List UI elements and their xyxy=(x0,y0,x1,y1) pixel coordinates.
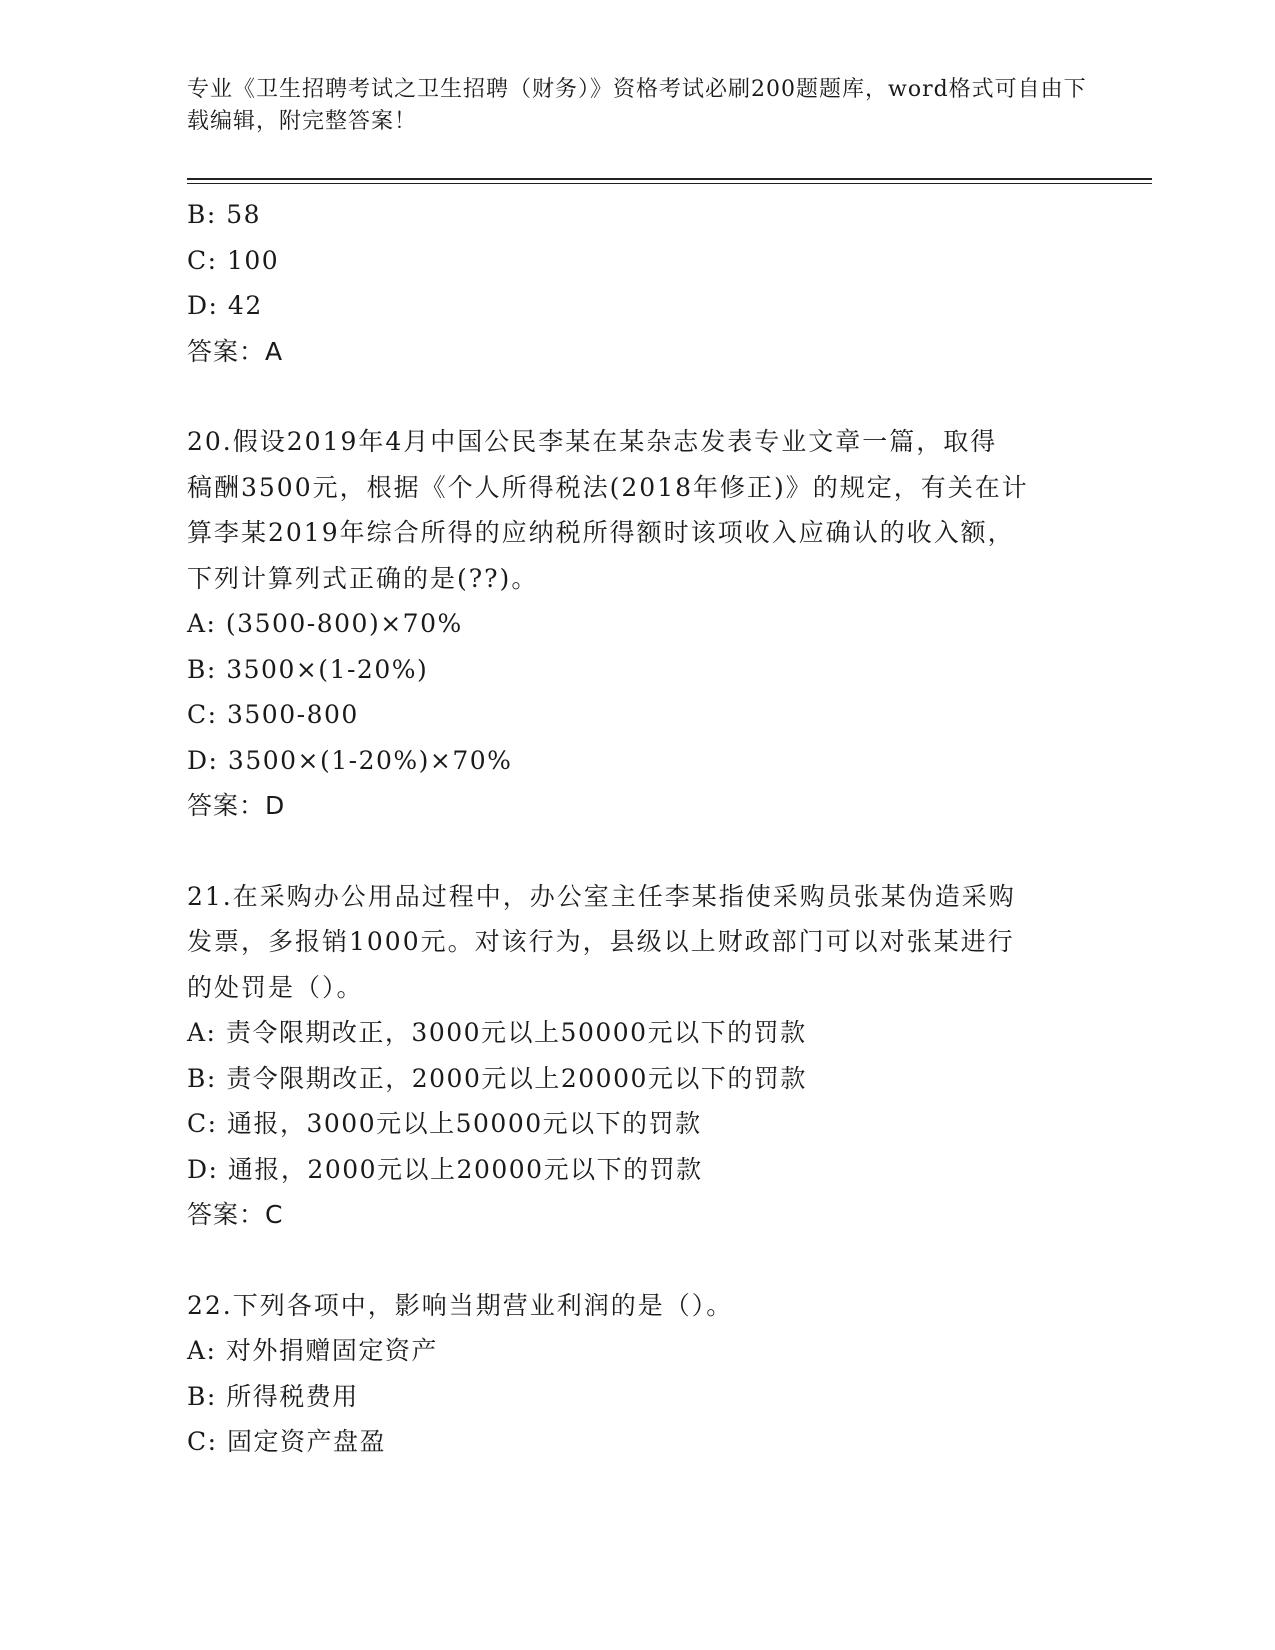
option-c: C: 3500-800 xyxy=(187,700,359,729)
question-stem: 22.下列各项中，影响当期营业利润的是（）。 xyxy=(187,1290,734,1320)
answer-line: 答案：D xyxy=(187,791,286,820)
previous-question xyxy=(187,192,1087,374)
header-divider xyxy=(187,178,1152,184)
question-22 xyxy=(187,1283,1087,1465)
option-c: C: 固定资产盘盈 xyxy=(187,1427,386,1456)
document-header: 专业《卫生招聘考试之卫生招聘（财务）》资格考试必刷200题题库，word格式可自由下载编辑，附完整答案！ xyxy=(187,77,1087,134)
option-b: B: 所得税费用 xyxy=(187,1381,359,1411)
option-b: B: 3500×(1-20%) xyxy=(187,654,429,684)
option-b: B: 58 xyxy=(187,200,262,229)
option-a: A: (3500-800)×70% xyxy=(187,609,463,638)
question-stem: 20.假设2019年4月中国公民李某在某杂志发表专业文章一篇，取得 稿酬3500元，根据《个人所得税法(2018年修正)》的规定，有关在计 算李某2019年综合所得的应纳税所得额时该项收入应确认的收入额， 下列计算列式正确的是(??)。 xyxy=(187,427,1029,593)
question-20 xyxy=(187,419,1087,829)
question-21 xyxy=(187,874,1087,1238)
option-d: D: 3500×(1-20%)×70% xyxy=(187,745,513,775)
option-d: D: 42 xyxy=(187,291,263,320)
question-stem: 21.在采购办公用品过程中，办公室主任李某指使采购员张某伪造采购 发票，多报销1000元。对该行为，县级以上财政部门可以对张某进行 的处罚是（）。 xyxy=(187,881,1016,1002)
option-d: D: 通报，2000元以上20000元以下的罚款 xyxy=(187,1154,703,1184)
option-c: C: 通报，3000元以上50000元以下的罚款 xyxy=(187,1109,702,1138)
option-c: C: 100 xyxy=(187,245,280,275)
question-content xyxy=(187,192,1087,1465)
answer-line: 答案：C xyxy=(187,1200,284,1229)
option-a: A: 对外捐赠固定资产 xyxy=(187,1336,438,1365)
option-b: B: 责令限期改正，2000元以上20000元以下的罚款 xyxy=(187,1063,807,1093)
option-a: A: 责令限期改正，3000元以上50000元以下的罚款 xyxy=(187,1018,807,1047)
answer-line: 答案：A xyxy=(187,336,284,366)
